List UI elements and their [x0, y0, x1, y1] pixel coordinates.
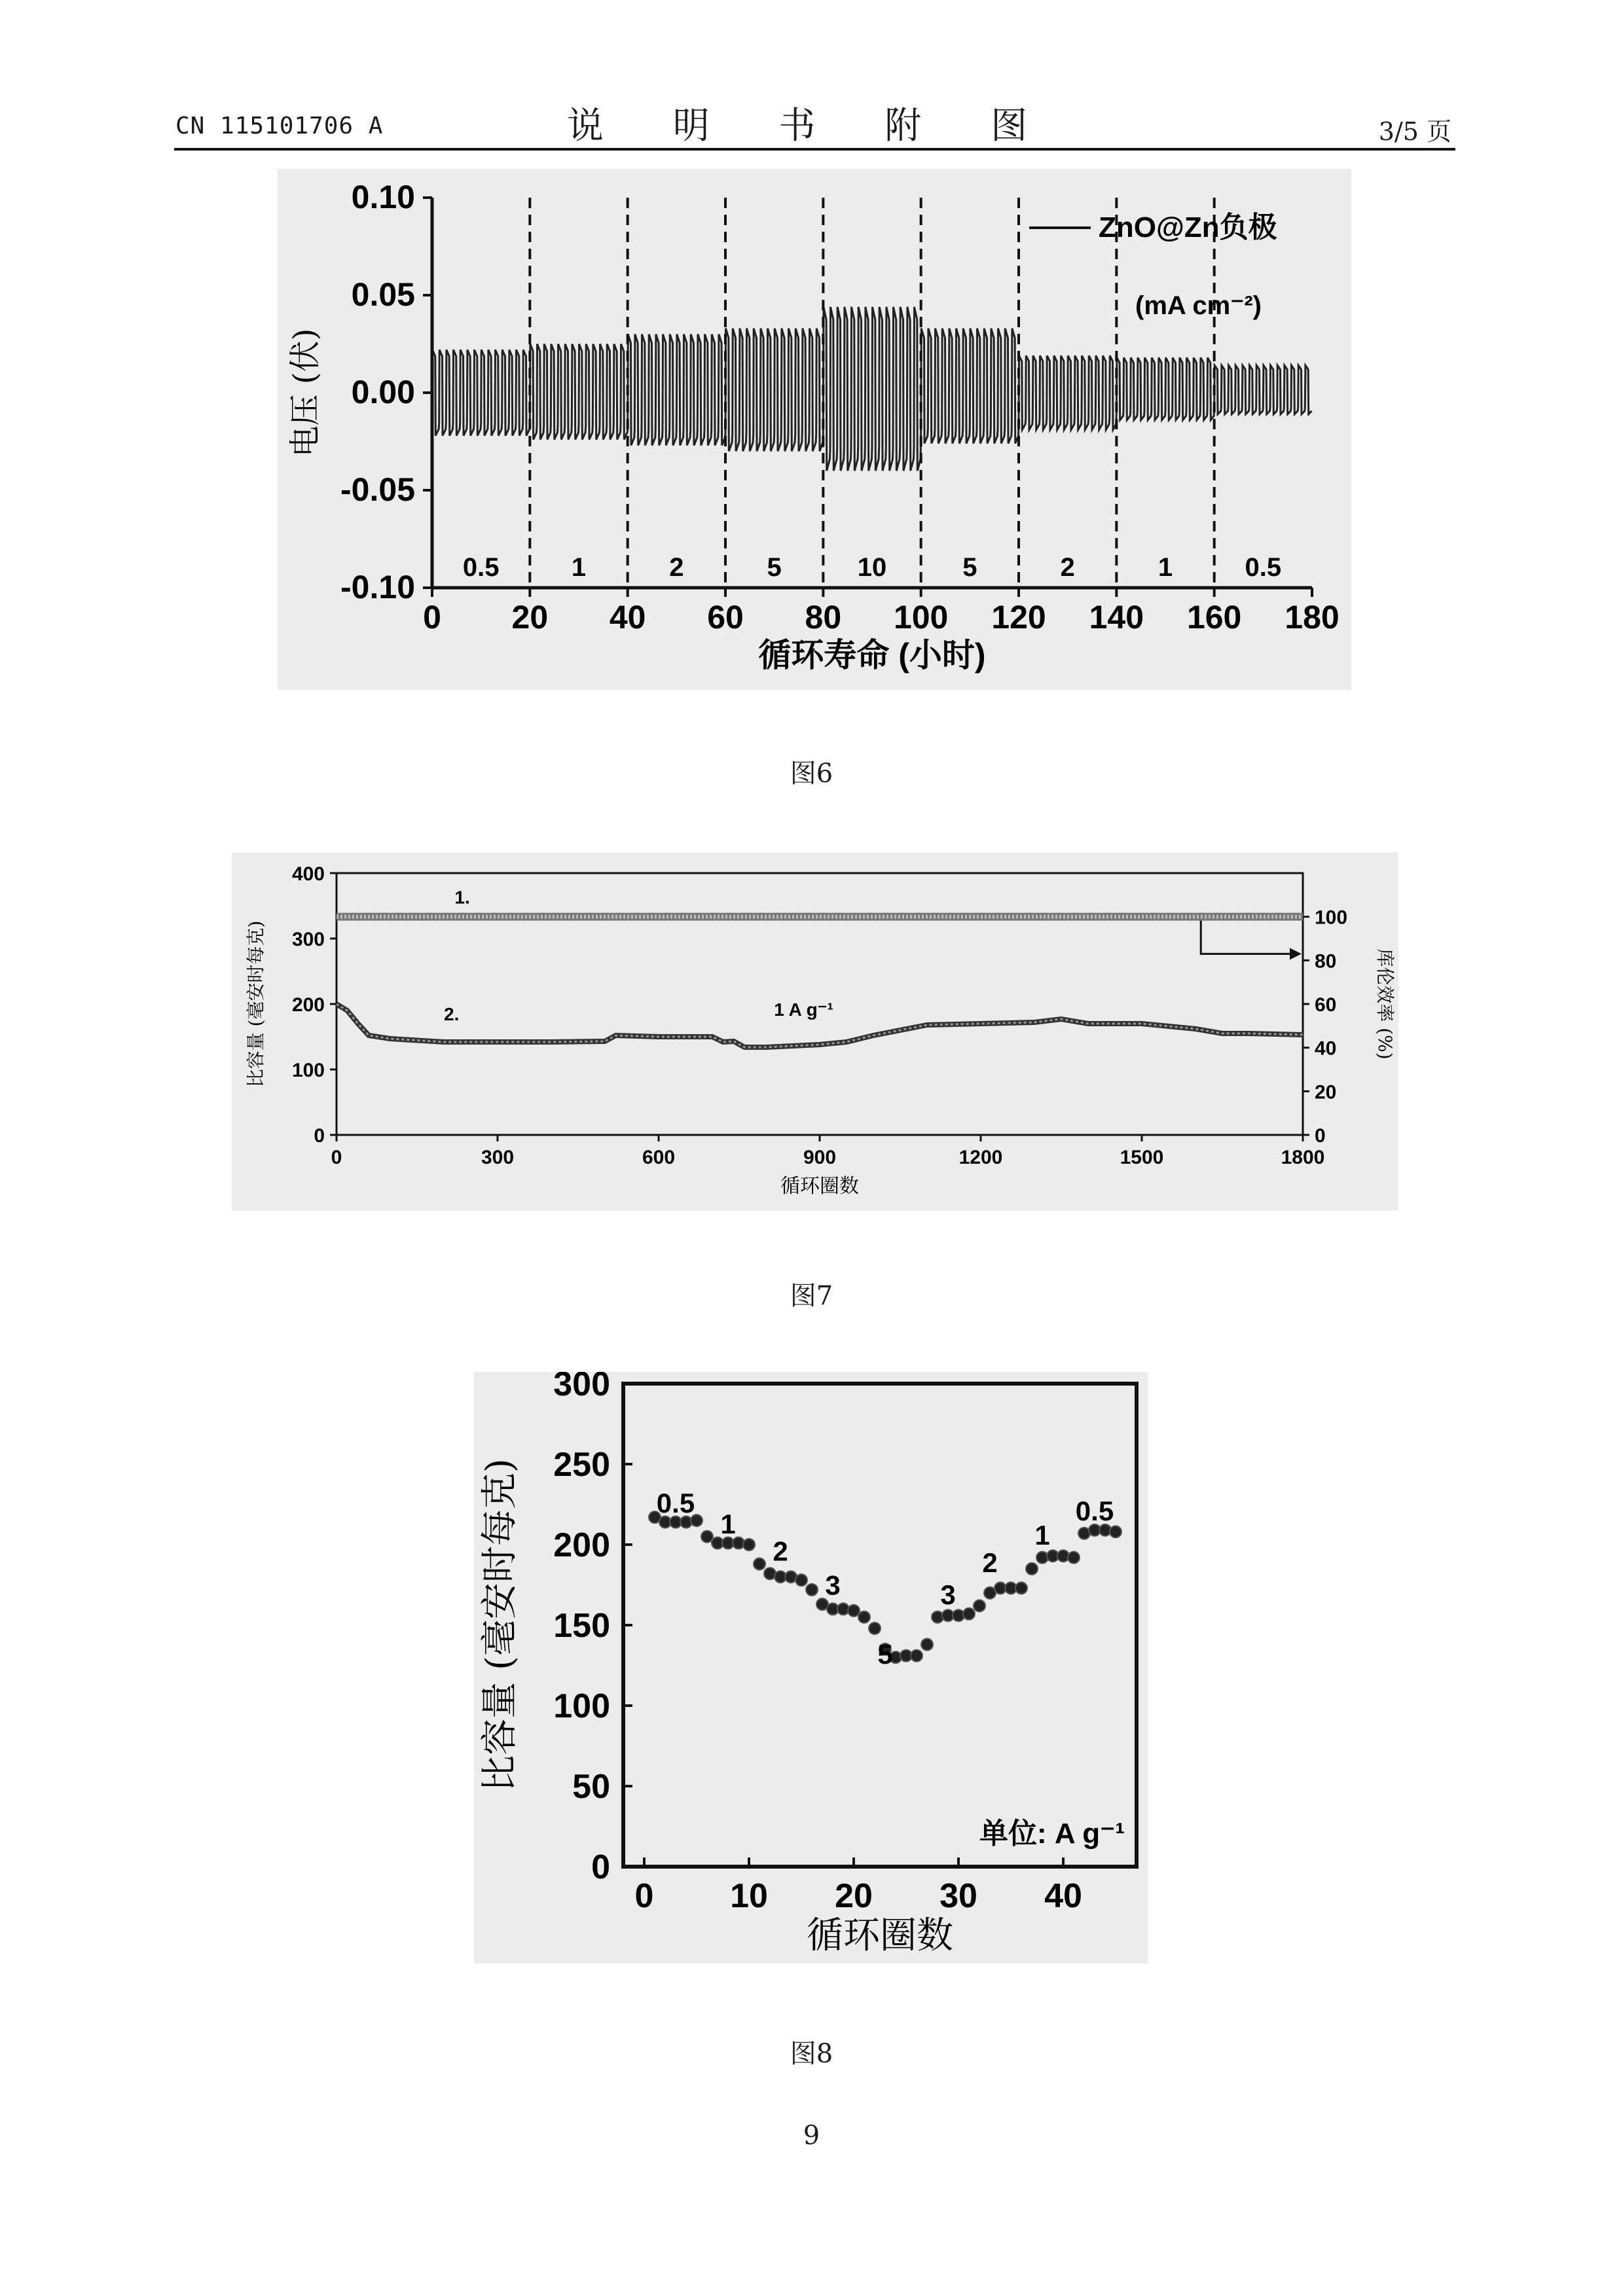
voltage-trace — [432, 307, 1312, 471]
y-left-tick-label: 200 — [291, 994, 325, 1016]
y-left-tick-label: 0 — [314, 1125, 325, 1147]
page-number: 9 — [803, 2121, 820, 2151]
y-tick-label: 0.00 — [351, 374, 415, 410]
x-tick-label: 100 — [893, 599, 949, 636]
data-point — [963, 1608, 975, 1620]
data-point — [953, 1609, 964, 1621]
rate-label: 1 A g⁻¹ — [774, 999, 833, 1020]
y-tick-label: -0.05 — [340, 471, 415, 508]
legend-label: ZnO@Zn负极 — [1099, 211, 1277, 243]
y-tick-label: 200 — [553, 1526, 610, 1564]
y-left-tick-label: 300 — [291, 929, 325, 950]
y-tick-label: 0.05 — [351, 276, 415, 313]
series-1-label: 1. — [454, 887, 470, 908]
current-density-label: 2 — [669, 553, 684, 582]
y-axis-title: 比容量 (毫安时每克) — [479, 1458, 521, 1792]
x-tick-label: 180 — [1285, 599, 1340, 636]
data-point — [858, 1611, 870, 1623]
current-density-label: 5 — [767, 553, 782, 582]
y-right-tick-label: 100 — [1315, 906, 1348, 929]
unit-note: 单位: A g⁻¹ — [979, 1818, 1125, 1850]
rate-label: 0.5 — [656, 1487, 695, 1518]
data-point — [1026, 1563, 1038, 1575]
x-axis-title: 循环圈数 — [780, 1175, 859, 1198]
rate-label: 0.5 — [1075, 1496, 1114, 1527]
data-point — [837, 1603, 849, 1615]
current-density-label: 10 — [857, 553, 887, 582]
data-point — [1110, 1526, 1122, 1537]
header-doc-number: CN 115101706 A — [175, 113, 384, 139]
x-tick-label: 160 — [1186, 599, 1242, 636]
y-left-tick-label: 100 — [291, 1060, 325, 1081]
figure-6-chart — [278, 169, 1351, 690]
x-tick-label: 140 — [1089, 599, 1144, 636]
x-axis-title: 循环寿命 (小时) — [758, 637, 986, 673]
data-point — [869, 1623, 881, 1634]
figure-7-caption: 图7 — [790, 1281, 833, 1311]
data-point — [1068, 1552, 1080, 1564]
y-right-axis-title: 库伦效率 (%) — [1374, 948, 1396, 1060]
x-tick-label: 900 — [803, 1147, 837, 1168]
y-tick-label: 50 — [572, 1768, 610, 1806]
x-tick-label: 40 — [1044, 1877, 1082, 1915]
data-point — [1057, 1550, 1069, 1562]
x-axis-title: 循环圈数 — [807, 1914, 953, 1957]
figure-6-caption: 图6 — [790, 759, 833, 789]
y-tick-label: 0 — [591, 1848, 610, 1886]
rate-label: 3 — [825, 1570, 841, 1601]
y-tick-label: 250 — [553, 1446, 610, 1484]
current-density-label: 0.5 — [1245, 553, 1282, 582]
data-point — [921, 1639, 933, 1651]
current-density-label: 1 — [1158, 553, 1173, 582]
figure-8-caption: 图8 — [790, 2039, 833, 2069]
y-right-tick-label: 40 — [1315, 1037, 1337, 1060]
y-tick-label: 0.10 — [351, 179, 415, 215]
x-tick-label: 1800 — [1281, 1147, 1325, 1168]
figure-8-chart — [474, 1372, 1148, 1964]
y-left-tick-label: 400 — [291, 863, 325, 885]
y-tick-label: 100 — [553, 1687, 610, 1725]
x-tick-label: 1500 — [1120, 1147, 1164, 1168]
x-tick-label: 120 — [991, 599, 1046, 636]
right-axis-arrowhead — [1290, 948, 1302, 960]
rate-label: 5 — [877, 1639, 893, 1670]
x-tick-label: 10 — [730, 1877, 768, 1915]
y-right-tick-label: 20 — [1315, 1081, 1337, 1103]
current-density-label: 5 — [962, 553, 977, 582]
y-tick-label: -0.10 — [340, 569, 415, 605]
data-point — [701, 1531, 713, 1543]
data-point — [1036, 1552, 1048, 1564]
data-point — [974, 1600, 985, 1611]
unit-label: (mA cm⁻²) — [1135, 291, 1262, 320]
data-point — [743, 1539, 755, 1551]
data-point — [932, 1611, 943, 1623]
right-axis-arrow — [1201, 921, 1294, 954]
data-point — [754, 1558, 765, 1570]
rate-label: 3 — [940, 1579, 956, 1611]
x-tick-label: 0 — [423, 599, 441, 636]
x-tick-label: 600 — [642, 1147, 676, 1168]
x-tick-label: 20 — [511, 599, 549, 636]
y-right-tick-label: 80 — [1315, 950, 1337, 973]
current-density-label: 0.5 — [462, 553, 500, 582]
data-point — [795, 1574, 807, 1586]
rate-label: 1 — [1034, 1520, 1050, 1551]
header-page-indicator: 3/5 页 — [1378, 117, 1451, 146]
x-tick-label: 0 — [634, 1877, 654, 1915]
data-point — [848, 1605, 860, 1617]
y-right-tick-label: 60 — [1315, 994, 1337, 1016]
data-point — [911, 1650, 922, 1662]
series-2-label: 2. — [444, 1004, 460, 1024]
header-title: 说 明 书 附 图 — [566, 105, 1057, 147]
rate-label: 2 — [982, 1547, 998, 1578]
figure-7-chart — [232, 852, 1398, 1211]
x-tick-label: 300 — [481, 1147, 515, 1168]
y-tick-label: 300 — [553, 1372, 610, 1403]
x-tick-label: 20 — [835, 1877, 873, 1915]
y-left-axis-title: 比容量 (毫安时每克) — [245, 920, 266, 1088]
figure-7-panel — [232, 852, 1398, 1211]
x-tick-label: 60 — [707, 599, 744, 636]
x-tick-label: 30 — [939, 1877, 977, 1915]
x-tick-label: 1200 — [958, 1147, 1003, 1168]
y-axis-title: 电压 (伏) — [287, 328, 323, 457]
x-tick-label: 0 — [331, 1147, 342, 1168]
x-tick-label: 80 — [805, 599, 842, 636]
current-density-label: 1 — [571, 553, 587, 582]
y-tick-label: 150 — [553, 1607, 610, 1645]
header-rule — [174, 148, 1455, 151]
rate-label: 1 — [720, 1508, 736, 1539]
data-point — [806, 1584, 818, 1596]
data-point — [1015, 1582, 1027, 1594]
rate-label: 2 — [773, 1535, 788, 1567]
x-tick-label: 40 — [609, 599, 646, 636]
y-right-tick-label: 0 — [1315, 1125, 1326, 1147]
figure-6-panel — [278, 169, 1351, 690]
figure-8-panel — [474, 1372, 1148, 1964]
current-density-label: 2 — [1060, 553, 1075, 582]
